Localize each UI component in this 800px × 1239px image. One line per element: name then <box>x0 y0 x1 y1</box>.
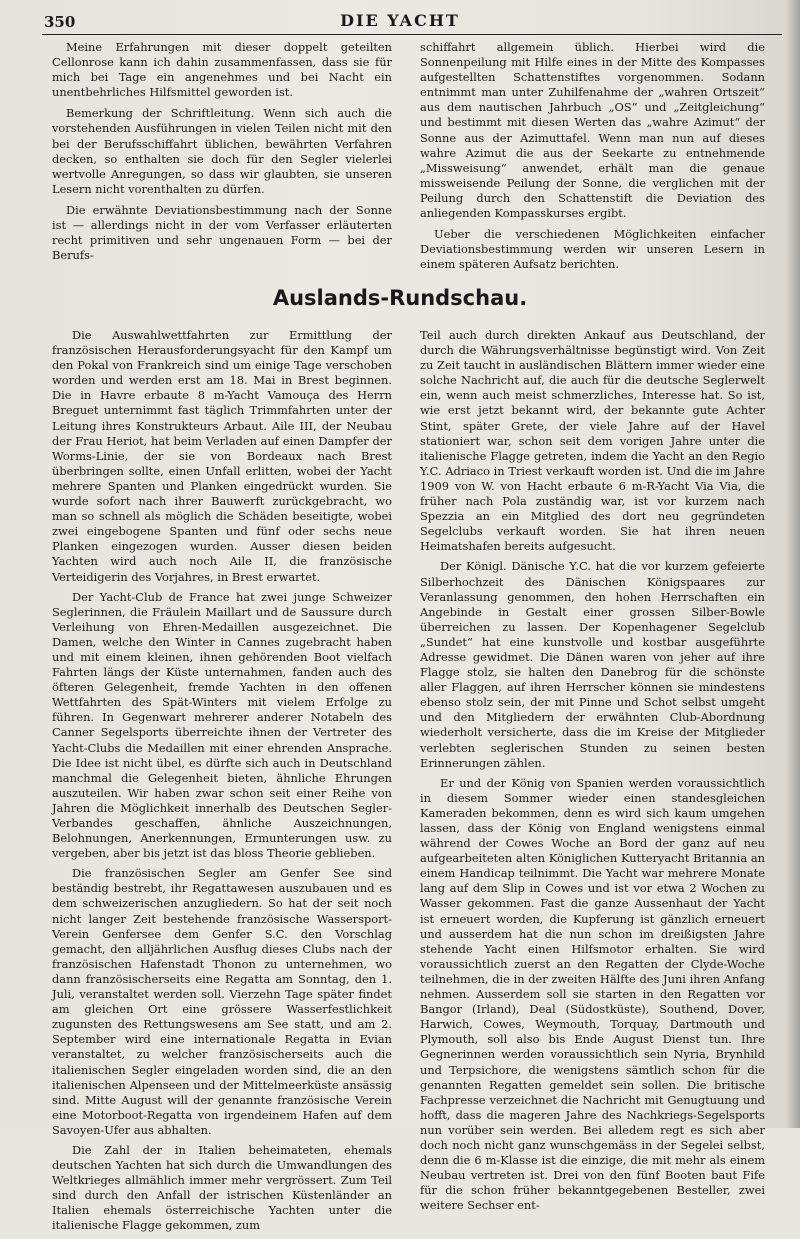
page-edge-shadow <box>786 0 800 1128</box>
paragraph: Er und der König von Spanien werden voraussichtlich in diesem Sommer wieder einen standesgleichen Kameraden bekommen, denn es wird sich kaum umgehen lassen, dass der König von England wenigstens einmal während der Cowes Woche an Bord der ganz auf neu aufgearbeiteten alten Königlichen Kutteryacht Britannia an einem Handicap teilnimmt. Die Yacht war mehrere Monate lang auf dem Slip in Cowes und ist vor etwa 2 Wochen zu Wasser gekommen. Fast die ganze Aussenhaut der Yacht ist erneuert worden, die Kupferung ist gänzlich erneuert und ausserdem hat die nun schon im dreißigsten Jahre stehende Yacht einen Hilfsmotor erhalten. Sie wird voraussichtlich zuerst an den Regatten der Clyde-Woche teilnehmen, die in der zweiten Hälfte des Juni ihren Anfang nehmen. Ausserdem soll sie starten in den Regatten vor Bangor (Irland), Deal (Südostküste), Southend, Dover, Harwich, Cowes, Weymouth, Torquay, Dartmouth und Plymouth, soll also bis Ende August Dienst tun. Ihre Gegnerinnen werden voraussichtlich sein Nyria, Brynhild und Terpsichore, die wenigstens sämtlich schon für die genannten Regatten gemeldet sein sollen. Die britische Fachpresse verzeichnet die Nachricht mit Genugtuung und hofft, dass die mageren Jahre des Nachkriegs-Segelsports nun vorüber sein werden. Bei alledem regt es sich aber doch noch nicht ganz wunschgemäss in der Segelei selbst, denn die 6 m-Klasse ist die einzige, die mit mehr als einem Neubau vertreten ist. Drei von den fünf Booten baut Fife für die schon früher bekanntgegebenen Besteller, zwei weitere Sechser ent- <box>420 775 765 1213</box>
paragraph: Ueber die verschiedenen Möglichkeiten einfacher Deviationsbestimmung werden wir unseren Lesern in einem späteren Aufsatz berichten. <box>420 227 765 272</box>
article-right-column <box>420 328 765 1218</box>
top-right-column <box>420 40 765 278</box>
article-left-column <box>52 328 392 1239</box>
paragraph: Die Zahl der in Italien beheimateten, ehemals deutschen Yachten hat sich durch die Umwandlungen des Weltkrieges allmählich immer mehr vergrössert. Zum Teil sind durch den Anfall der istrischen Küstenländer an Italien ehemals österreichische Yachten unter die italienische Flagge gekommen, zum <box>52 1142 392 1233</box>
paragraph: schiffahrt allgemein üblich. Hierbei wird die Sonnenpeilung mit Hilfe eines in der Mitte des Kompasses aufgestellten Schattenstiftes vorgenommen. Sodann entnimmt man unter Zuhilfenahme der „wahren Ortszeit“ aus dem nautischen Jahrbuch „OS“ und „Zeitgleichung“ und bestimmt mit diesen Werten das „wahre Azimut“ der Sonne aus der Azimuttafel. Wenn man nun auf dieses wahre Azimut die aus der Seekarte zu entnehmende „Missweisung“ anwendet, erhält man die genaue missweisende Peilung der Sonne, die verglichen mit der Peilung durch den Schattenstift die Deviation des anliegenden Kompasskurses ergibt. <box>420 40 765 221</box>
paragraph: Teil auch durch direkten Ankauf aus Deutschland, der durch die Währungsverhältnisse begünstigt wird. Von Zeit zu Zeit taucht in ausländischen Blättern immer wieder eine solche Nachricht auf, die auch für die deutsche Seglerwelt ein, wenn auch meist schmerzliches, Interesse hat. So ist, wie erst jetzt bekannt wird, der bekannte gute Achter Stint, später Grete, der viele Jahre auf der Havel stationiert war, schon seit dem vorigen Jahre unter die italienische Flagge getreten, indem die Yacht an den Regio Y.C. Adriaco in Triest verkauft worden ist. Und die im Jahre 1909 von W. von Hacht erbaute 6 m-R-Yacht Via Via, die früher nach Pola zuständig war, ist vor kurzem nach Spezzia an ein Mitglied des dort neu gegründeten Segelclubs verkauft worden. Sie hat ihren neuen Heimatshafen bereits aufgesucht. <box>420 328 765 554</box>
article-title: Auslands-Rundschau. <box>272 286 528 310</box>
paragraph: Die französischen Segler am Genfer See sind beständig bestrebt, ihr Regattawesen auszubauen und es dem schweizerischen anzugliedern. So hat der seit noch nicht langer Zeit bestehende französische Wassersport-Verein Genfersee dem Genfer S.C. den Vorschlag gemacht, den alljährlichen Ausflug dieses Clubs nach der französischen Hafenstadt Thonon zu unternehmen, wo dann französischerseits eine Regatta am Sonntag, den 1. Juli, veranstaltet werden soll. Vierzehn Tage später findet am gleichen Ort eine grössere Wasserfestlichkeit zugunsten des Rettungswesens am See statt, und am 2. September wird eine internationale Regatta in Evian veranstaltet, zu welcher französischerseits auch die italienischen Segler eingeladen worden sind, die an den italienischen Alpenseen und der Mittelmeerküste ansässig sind. Mitte August will der genannte französische Verein eine Motorboot-Regatta von irgendeinem Hafen auf dem Savoyen-Ufer aus abhalten. <box>52 866 392 1137</box>
paragraph: Der Königl. Dänische Y.C. hat die vor kurzem gefeierte Silberhochzeit des Dänischen Königspaares zur Veranlassung genommen, den hohen Herrschaften ein Angebinde in Gestalt einer grossen Silber-Bowle überreichen zu lassen. Der Kopenhagener Segelclub „Sundet“ hat eine kunstvolle und kostbar ausgeführte Adresse gewidmet. Die Dänen waren von jeher auf ihre Flagge stolz, sie halten den Danebrog für die schönste aller Flaggen, auf ihren Herrscher können sie mindestens ebenso stolz sein, der mit Pinne und Schot selbst umgeht und den Mitgliedern der erwähnten Club-Abordnung wiederholt versicherte, dass die im Kreise der Mitglieder verlebten seglerischen Stunden zu seinen besten Erinnerungen zählen. <box>420 559 765 770</box>
top-left-column <box>52 40 392 269</box>
paragraph: Der Yacht-Club de France hat zwei junge Schweizer Seglerinnen, die Fräulein Maillart und de Saussure durch Verleihung von Ehren-Medaillen ausgezeichnet. Die Damen, welche den Winter in Cannes zugebracht haben und mit einem kleinen, ihnen gehörenden Boot vielfach Fahrten längs der Küste unternahmen, fanden auch des öfteren Gelegenheit, fremde Yachten in den offenen Wettfahrten des Spät-Winters mit vielem Erfolge zu führen. In Gegenwart mehrerer anderer Notabeln des Canner Segelsports überreichte ihnen der Vertreter des Yacht-Clubs die Medaillen mit einer ehrenden Ansprache. Die Idee ist nicht übel, es dürfte sich auch in Deutschland manchmal die Gelegenheit bieten, ähnliche Ehrungen auszuteilen. Wir haben zwar schon seit einer Reihe von Jahren die Möglichkeit innerhalb des Deutschen Segler-Verbandes geschaffen, ähnliche Auszeichnungen, Belohnungen, Anerkennungen, Ermunterungen usw. zu vergeben, aber bis jetzt ist das bloss Theorie geblieben. <box>52 589 392 861</box>
paragraph: Die Auswahlwettfahrten zur Ermittlung der französischen Herausforderungsyacht für den Kampf um den Pokal von Frankreich sind um einige Tage verschoben worden und werden erst am 18. Mai in Brest beginnen. Die in Havre erbaute 8 m-Yacht Vamouça des Herrn Breguet unternimmt fast täglich Trimmfahrten unter der Leitung ihres Konstrukteurs Arbaut. Aile III, der Neubau der Frau Heriot, hat beim Verladen auf einen Dampfer der Worms-Linie, der sie von Bordeaux nach Brest überbringen sollte, einen Unfall erlitten, wobei der Yacht mehrere Spanten und Planken eingedrückt wurden. Sie wurde sofort nach ihrer Bauwerft zurückgebracht, wo man so schnell als möglich die Schäden beseitigte, wobei zwei eingebogene Spanten und fünf oder sechs neue Planken eingezogen wurden. Ausser diesen beiden Yachten wird auch noch Aile II, die französische Verteidigerin des Vorjahres, in Brest erwartet. <box>52 328 392 584</box>
paragraph: Die erwähnte Deviationsbestimmung nach der Sonne ist — allerdings nicht in der vom Verfasser erläuterten recht primitiven und sehr ungenauen Form — bei der Berufs- <box>52 202 392 263</box>
paragraph: Meine Erfahrungen mit dieser doppelt geteilten Cellonrose kann ich dahin zusammenfassen, dass sie für mich bei Tage ein angenehmes und bei Nacht ein unentbehrliches Hilfsmittel geworden ist. <box>52 40 392 100</box>
header-rule <box>42 34 782 35</box>
page-number: 350 <box>44 13 76 31</box>
paragraph: Bemerkung der Schriftleitung. Wenn sich auch die vorstehenden Ausführungen in vielen Teilen nicht mit den bei der Berufsschiffahrt üblichen, bewährten Verfahren decken, so enthalten sie doch für den Segler vielerlei wertvolle Anregungen, so dass wir glaubten, sie unseren Lesern nicht vorenthalten zu dürfen. <box>52 106 392 196</box>
running-title: DIE YACHT <box>340 11 460 30</box>
